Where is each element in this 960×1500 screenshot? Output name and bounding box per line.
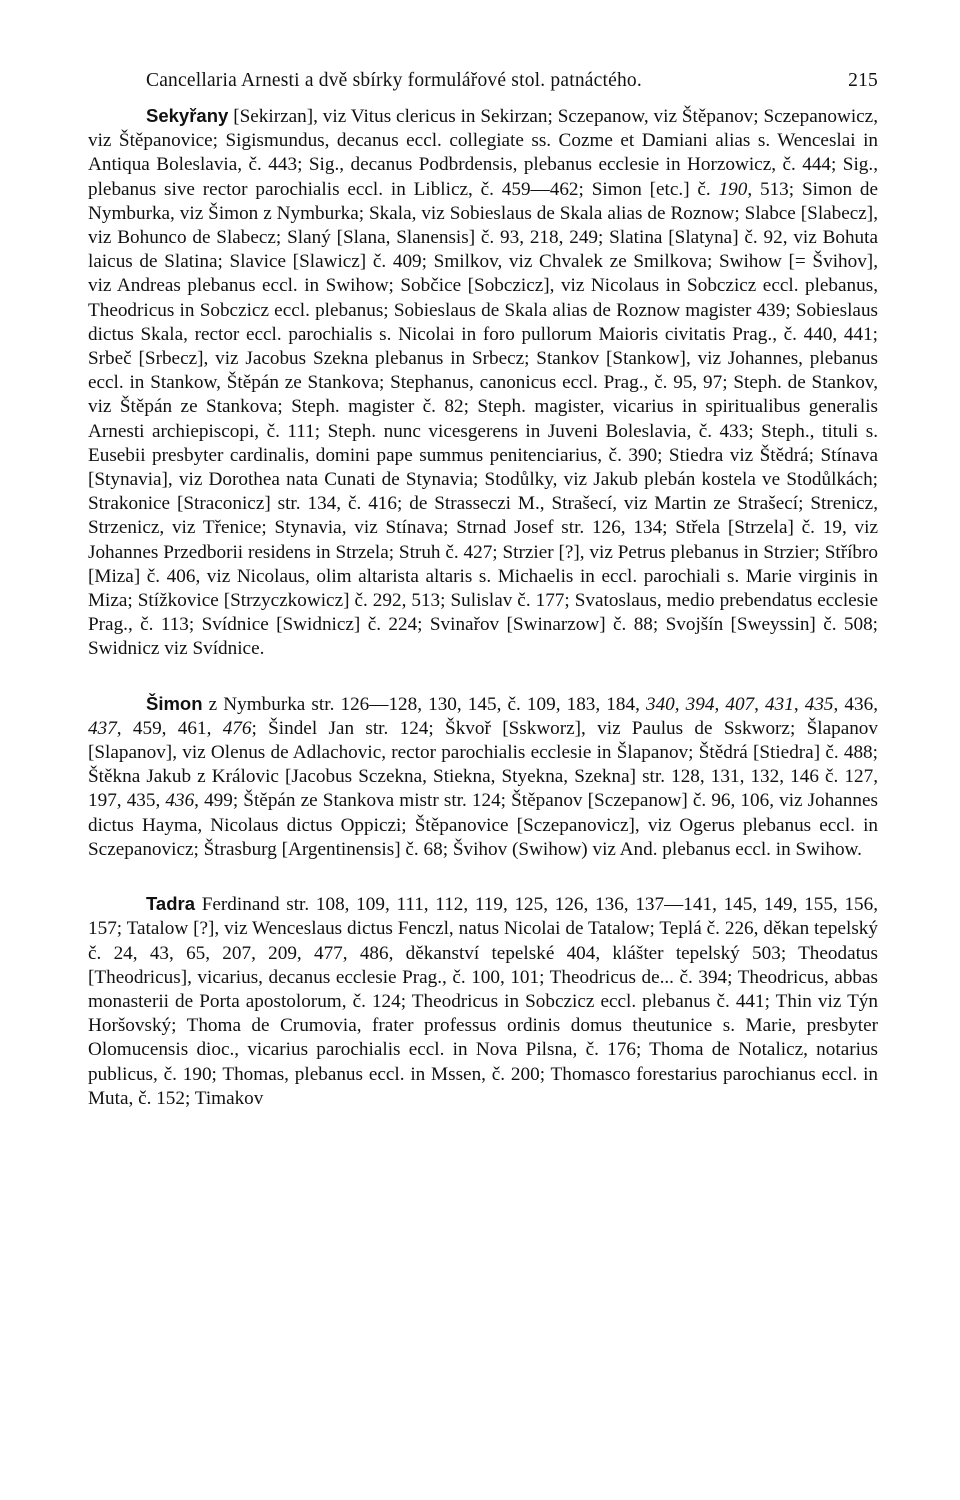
italic-ref: 407 [725, 693, 755, 715]
entry-text: , 436, [833, 693, 878, 715]
italic-ref: 437 [88, 717, 117, 739]
entry-lead-word: Tadra [146, 893, 196, 915]
entry-text: [Sekirzan], viz Vitus clericus in Sekirzan; Sczepanow, viz Štěpanov; Sczepanowicz, viz Štěpanovice; Sigismundus, decanus eccl. collegiate ss. Cozme et Damiani alias s. Wenceslai in Antiqua Boleslavia, č. 443; Sig., decanus Podbrdensis, plebanus ecclesie in Horzowicz, č. 444; Sig., plebanus sive rector parochialis eccl. in Liblicz, č. 459—462; Simon [etc.] č. [88, 106, 879, 200]
entry-text: , 499; Štěpán ze Stankova mistr str. 124; Štěpanov [Sczepanow] č. 96, 106, viz Johannes dictus Hayma, Nicolaus dictus Oppiczi; Štěpanovice [Sczepanovicz], viz Ogerus plebanus eccl. in Sczepanovicz; Štrasburg [Argentinensis] č. 68; Švihov (Swihow) viz And. plebanus eccl. in Swihow. [88, 790, 879, 860]
entry-text: , 513; Simon de Nymburka, viz Šimon z Nymburka; Skala, viz Sobieslaus de Skala alias de Roznow; Slabce [Slabecz], viz Bohunco de Slabecz; Slaný [Slana, Slanensis] č. 93, 218, 249; Slatina [Slatyna] č. 92, viz Bohuta laicus de Slatina; Slavice [Slawicz] č. 409; Smilkov, viz Chvalek ze Smilkova; Swihow [= Švihov], viz Andreas plebanus eccl. in Swihow; Sobčice [Sobczicz], viz Nicolaus in Sobczicz eccl. plebanus, Theodricus in Sobczicz eccl. plebanus; Sobieslaus de Skala alias de Roznow magister 439; Sobieslaus dictus Skala, rector eccl. parochialis s. Nicolai in foro pullorum Maioris civitatis Prag., č. 440, 441; Srbeč [Srbecz], viz Jacobus Szekna plebanus in Srbecz; Stankov [Stankow], viz Johannes, plebanus eccl. in Stankow, Štěpán ze Stankova; Stephanus, canonicus eccl. Prag., č. 95, 97; Steph. de Stankov, viz Štěpán ze Stankova; Steph. magister č. 82; Steph. magister, vicarius in spiritualibus generalis Arnesti archiepiscopi, č. 111; Steph. nunc vicesgerens in Juveni Boleslavia, č. 433; Steph., tituli s. Eusebii presbyter cardinalis, domini pape summus penitenciarius, č. 390; Stiedra viz Štědrá; Stínava [Stynavia], viz Dorothea nata Cunati de Stynavia; Stodůlky, viz Jakub plebán kostela ve Stodůlkách; Strakonice [Straconicz] str. 134, č. 416; de Strasseczi M., Strašecí, viz Martin ze Strašecí; Strenicz, Strzenicz, viz Třenice; Stynavia, viz Stínava; Strnad Josef str. 126, 134; Střela [Strzela] č. 19, viz Johannes Przedborii residens in Strzela; Struh č. 427; Strzier [?], viz Petrus plebanus in Strzier; Stříbro [Miza] č. 406, viz Nicolaus, olim altarista altaris s. Michaelis in eccl. parochiali s. Marie virginis in Miza; Stížkovice [Strzyczkowicz] č. 292, 513; Sulislav č. 177; Svatoslaus, medio prebendatus ecclesie Prag., č. 113; Svídnice [Swidnicz] č. 224; Svinařov [Swinarzow] č. 88; Svojšín [Sweyssin] č. 508; Swidnicz viz Svídnice. [88, 178, 879, 660]
index-entry-sekyrany [88, 104, 878, 662]
italic-ref: 190 [718, 178, 748, 200]
italic-ref: 476 [222, 717, 252, 739]
running-header [88, 70, 878, 104]
running-title: Cancellaria Arnesti a dvě sbírky formulářové stol. patnáctého. [146, 70, 642, 91]
italic-ref: 435 [804, 693, 834, 715]
index-entry-tadra [88, 892, 878, 1111]
italic-ref: 431 [765, 693, 794, 715]
entry-lead-word: Šimon [146, 692, 203, 714]
entry-text: , [674, 693, 686, 715]
entry-text: , [714, 693, 726, 715]
entry-text: , [793, 693, 805, 715]
entry-text: ; Šindel Jan str. 124; Škvoř [Sskworz], viz Paulus de Sskworz; Šlapanov [Slapanov], viz Olenus de Adlachovic, rector parochialis ecclesie in Šlapanov; Štědrá [Stiedra] č. 488; Štěkna Jakub z Královic [Jacobus Sczekna, Stiekna, Styekna, Szekna] str. 128, 131, 132, 146 č. 127, 197, 435, [88, 717, 878, 812]
entry-lead-word: Sekyřany [146, 105, 229, 126]
index-entry-simon [88, 692, 878, 862]
entry-text: , 459, 461, [116, 717, 223, 739]
italic-ref: 340 [645, 693, 675, 715]
entry-text: Ferdinand str. 108, 109, 111, 112, 119, 125, 126, 136, 137—141, 145, 149, 155, 156, 157; Tatalow [?], viz Wenceslaus dictus Fenczl, natus Nicolai de Tatalow; Teplá č. 226, děkan tepelský č. 24, 43, 65, 207, 209, 477, 486, děkanství tepelské 404, klášter tepelský 503; Theodatus [Theodricus], vicarius, decanus ecclesie Prag., č. 100, 101; Theodricus de... č. 394; Theodricus, abbas monasterii de Porta apostolorum, č. 124; Theodricus in Sobczicz eccl. plebanus č. 441; Thin viz Týn Horšovský; Thoma de Crumovia, frater professus ordinis domus theutunice s. Marie, presbyter Olomucensis dioc., vicarius parochialis eccl. in Nova Pilsna, č. 176; Thoma de Notalicz, notarius publicus, č. 190; Thomas, plebanus eccl. in Mssen, č. 200; Thomasco forestarius parochianus eccl. in Muta, č. 152; Timakov [88, 894, 879, 1109]
page-number: 215 [848, 70, 878, 91]
entry-text: z Nymburka str. 126—128, 130, 145, č. 109, 183, 184, [208, 693, 646, 715]
italic-ref: 436 [165, 790, 195, 812]
entry-text: , [754, 693, 766, 715]
italic-ref: 394 [685, 693, 715, 715]
